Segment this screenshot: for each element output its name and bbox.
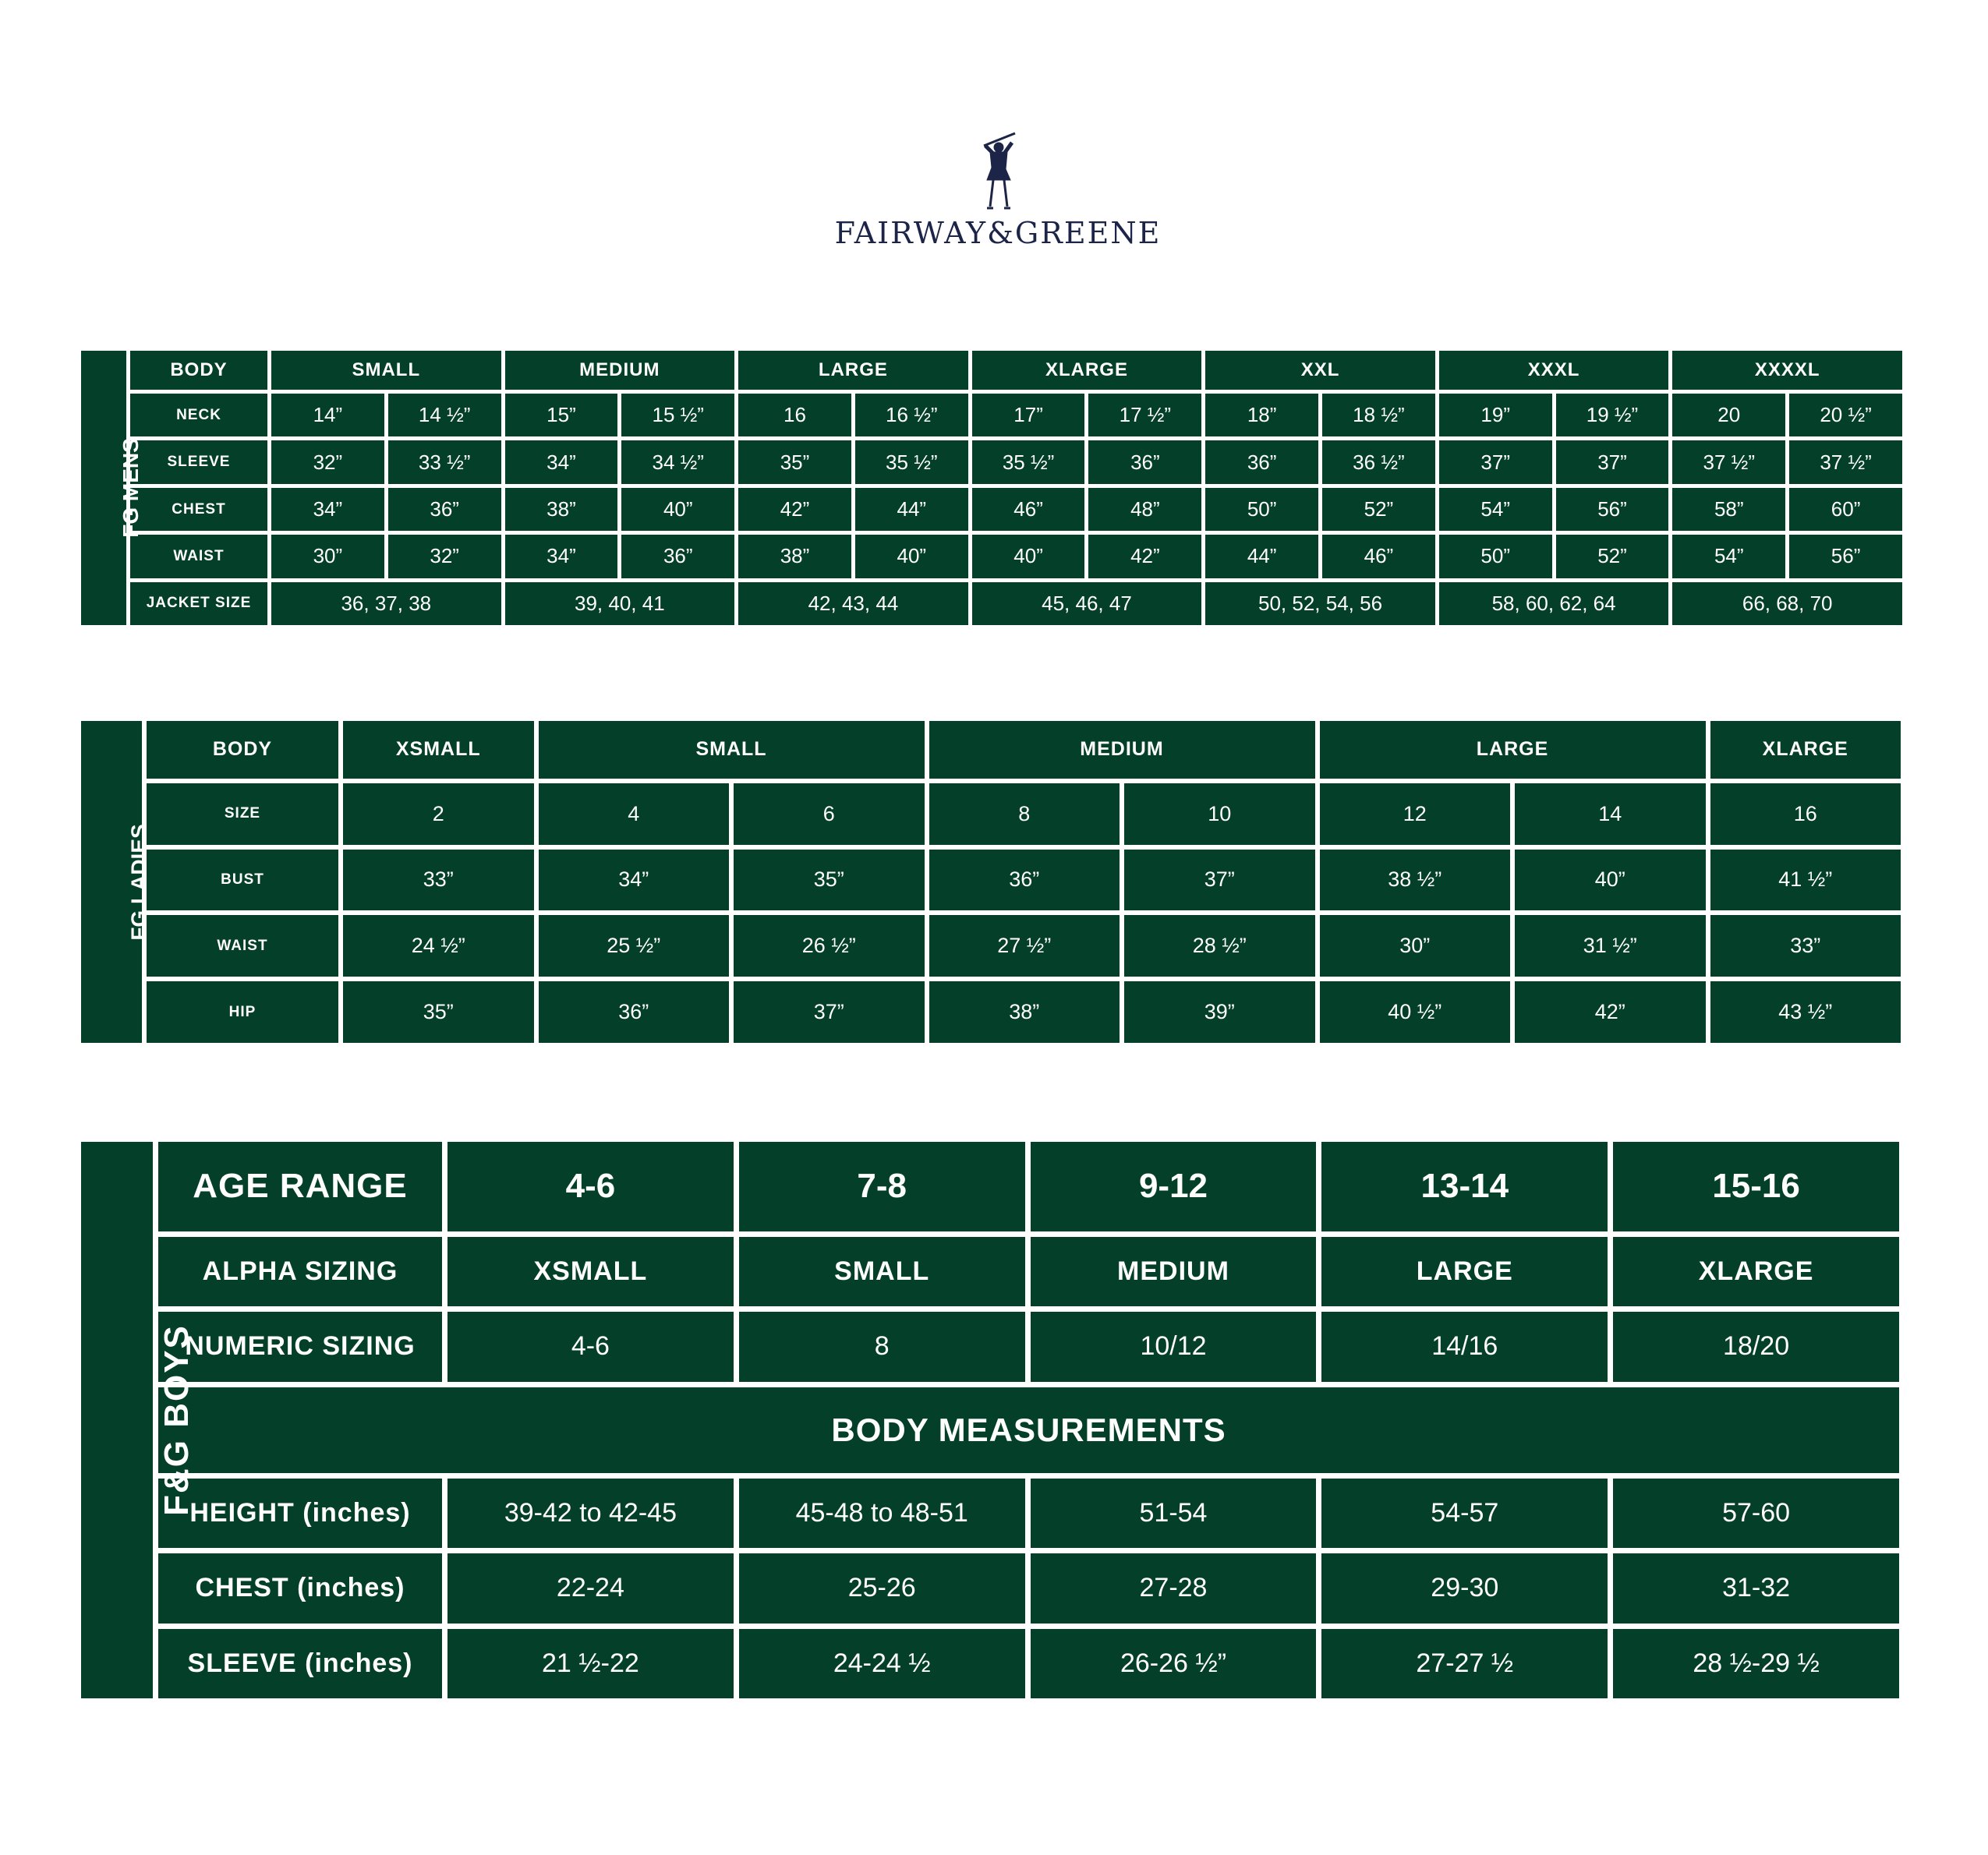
mens-size-header: SMALL	[271, 351, 501, 390]
table-cell: 27-27 ½	[1321, 1629, 1608, 1699]
table-cell: 32”	[271, 440, 384, 483]
table-cell: 17”	[972, 394, 1085, 436]
mens-size-header: XXL	[1205, 351, 1435, 390]
row-label: NUMERIC SIZING	[158, 1312, 442, 1381]
table-cell: 37 ½”	[1672, 440, 1785, 483]
table-cell: 34”	[271, 488, 384, 531]
brand-name: FAIRWAY&GREENE	[834, 216, 1162, 250]
table-cell: 35”	[343, 981, 534, 1043]
table-cell: 19 ½”	[1556, 394, 1669, 436]
table-cell: 24-24 ½	[739, 1629, 1025, 1699]
table-cell: 37”	[1124, 850, 1315, 911]
row-label: SLEEVE (inches)	[158, 1629, 442, 1699]
table-cell: 33”	[1710, 915, 1901, 977]
row-label: CHEST (inches)	[158, 1553, 442, 1623]
table-cell: 40”	[855, 535, 968, 578]
table-cell: 40”	[972, 535, 1085, 578]
mens-sleeve-row	[81, 440, 1902, 483]
row-label: NECK	[130, 394, 267, 436]
table-cell: 35”	[734, 850, 925, 911]
ladies-size-header: SMALL	[539, 721, 925, 779]
mens-neck-row	[81, 394, 1902, 436]
table-cell: 39”	[1124, 981, 1315, 1043]
table-cell: MEDIUM	[1031, 1237, 1317, 1306]
table-cell: 38”	[929, 981, 1120, 1043]
table-cell: 18”	[1205, 394, 1318, 436]
table-cell: 57-60	[1613, 1479, 1899, 1548]
table-cell: 36 ½”	[1322, 440, 1435, 483]
age-header: 4-6	[447, 1142, 734, 1231]
table-cell: 54”	[1672, 535, 1785, 578]
table-cell: 8	[739, 1312, 1025, 1381]
ladies-size-header: XSMALL	[343, 721, 534, 779]
table-cell: 14”	[271, 394, 384, 436]
table-cell: 45, 46, 47	[972, 582, 1202, 625]
table-cell: 10	[1124, 783, 1315, 845]
mens-size-header: XXXL	[1439, 351, 1669, 390]
mens-size-header: LARGE	[738, 351, 968, 390]
table-cell: 42”	[1515, 981, 1706, 1043]
table-cell: 26-26 ½”	[1031, 1629, 1317, 1699]
row-label: HEIGHT (inches)	[158, 1479, 442, 1548]
table-cell: 43 ½”	[1710, 981, 1901, 1043]
row-label: WAIST	[147, 915, 338, 977]
table-cell: 33 ½”	[388, 440, 501, 483]
table-cell: 24 ½”	[343, 915, 534, 977]
mens-header-row	[81, 351, 1902, 390]
mens-side-label: FG MENS	[81, 351, 126, 625]
table-cell: 8	[929, 783, 1120, 845]
table-cell: 41 ½”	[1710, 850, 1901, 911]
mens-chest-row	[81, 488, 1902, 531]
table-cell: 52”	[1322, 488, 1435, 531]
ladies-hip-row	[81, 981, 1901, 1043]
ladies-size-header: MEDIUM	[929, 721, 1315, 779]
table-cell: 33”	[343, 850, 534, 911]
boys-size-table	[76, 1136, 1905, 1704]
table-cell: 25 ½”	[539, 915, 730, 977]
row-label: AGE RANGE	[158, 1142, 442, 1231]
table-cell: 40”	[621, 488, 734, 531]
table-cell: 40 ½”	[1320, 981, 1511, 1043]
boys-numeric-row	[81, 1312, 1899, 1381]
table-cell: 22-24	[447, 1553, 734, 1623]
table-cell: 14 ½”	[388, 394, 501, 436]
row-label: ALPHA SIZING	[158, 1237, 442, 1306]
ladies-size-table	[76, 716, 1905, 1048]
table-cell: 50, 52, 54, 56	[1205, 582, 1435, 625]
table-cell: 39-42 to 42-45	[447, 1479, 734, 1548]
ladies-size-header: XLARGE	[1710, 721, 1901, 779]
table-cell: 42”	[738, 488, 851, 531]
table-cell: 25-26	[739, 1553, 1025, 1623]
table-cell: 37”	[734, 981, 925, 1043]
mens-size-table	[77, 347, 1906, 629]
table-cell: 18/20	[1613, 1312, 1899, 1381]
row-label: CHEST	[130, 488, 267, 531]
table-cell: 51-54	[1031, 1479, 1317, 1548]
table-cell: 42”	[1088, 535, 1201, 578]
table-cell: 42, 43, 44	[738, 582, 968, 625]
row-label: HIP	[147, 981, 338, 1043]
age-header: 15-16	[1613, 1142, 1899, 1231]
table-cell: 32”	[388, 535, 501, 578]
table-cell: 37”	[1556, 440, 1669, 483]
table-cell: 4-6	[447, 1312, 734, 1381]
table-cell: 34”	[505, 440, 618, 483]
table-cell: 29-30	[1321, 1553, 1608, 1623]
table-cell: 54”	[1439, 488, 1552, 531]
table-cell: XSMALL	[447, 1237, 734, 1306]
table-cell: 27-28	[1031, 1553, 1317, 1623]
boys-sleeve-row	[81, 1629, 1899, 1699]
table-cell: 36”	[1088, 440, 1201, 483]
table-cell: 30”	[1320, 915, 1511, 977]
table-cell: 66, 68, 70	[1672, 582, 1902, 625]
table-cell: 37 ½”	[1789, 440, 1902, 483]
row-label: SLEEVE	[130, 440, 267, 483]
table-cell: 38”	[738, 535, 851, 578]
table-cell: 28 ½-29 ½	[1613, 1629, 1899, 1699]
ladies-size-row	[81, 783, 1901, 845]
table-cell: 36”	[1205, 440, 1318, 483]
table-cell: 6	[734, 783, 925, 845]
table-cell: 31-32	[1613, 1553, 1899, 1623]
table-cell: 36”	[929, 850, 1120, 911]
table-cell: 39, 40, 41	[505, 582, 735, 625]
table-cell: 50”	[1439, 535, 1552, 578]
table-cell: 36”	[388, 488, 501, 531]
table-cell: 36”	[539, 981, 730, 1043]
table-cell: 58”	[1672, 488, 1785, 531]
mens-body-header: BODY	[130, 351, 267, 390]
boys-height-row	[81, 1479, 1899, 1548]
table-cell: 46”	[1322, 535, 1435, 578]
table-cell: 38 ½”	[1320, 850, 1511, 911]
table-cell: 48”	[1088, 488, 1201, 531]
row-label: WAIST	[130, 535, 267, 578]
golfer-logo-icon	[967, 129, 1029, 214]
mens-size-header: MEDIUM	[505, 351, 735, 390]
boys-side-label: F&G BOYS	[81, 1142, 153, 1698]
table-cell: 36, 37, 38	[271, 582, 501, 625]
ladies-side-label: FG LADIES	[81, 721, 142, 1043]
table-cell: 14	[1515, 783, 1706, 845]
ladies-body-header: BODY	[147, 721, 338, 779]
boys-chest-row	[81, 1553, 1899, 1623]
age-header: 9-12	[1031, 1142, 1317, 1231]
boys-alpha-row	[81, 1237, 1899, 1306]
table-cell: 44”	[855, 488, 968, 531]
table-cell: 37”	[1439, 440, 1552, 483]
ladies-waist-row	[81, 915, 1901, 977]
table-cell: XLARGE	[1613, 1237, 1899, 1306]
table-cell: 18 ½”	[1322, 394, 1435, 436]
table-cell: 60”	[1789, 488, 1902, 531]
table-cell: 30”	[271, 535, 384, 578]
mens-jacket-row	[81, 582, 1902, 625]
row-label: BUST	[147, 850, 338, 911]
table-cell: LARGE	[1321, 1237, 1608, 1306]
table-cell: 44”	[1205, 535, 1318, 578]
table-cell: 16 ½”	[855, 394, 968, 436]
ladies-header-row	[81, 721, 1901, 779]
table-cell: 56”	[1789, 535, 1902, 578]
ladies-bust-row	[81, 850, 1901, 911]
table-cell: 20 ½”	[1789, 394, 1902, 436]
mens-waist-row	[81, 535, 1902, 578]
table-cell: 10/12	[1031, 1312, 1317, 1381]
table-cell: 19”	[1439, 394, 1552, 436]
table-cell: 40”	[1515, 850, 1706, 911]
table-cell: 54-57	[1321, 1479, 1608, 1548]
table-cell: SMALL	[739, 1237, 1025, 1306]
table-cell: 36”	[621, 535, 734, 578]
mens-size-header: XLARGE	[972, 351, 1202, 390]
table-cell: 16	[1710, 783, 1901, 845]
table-cell: 58, 60, 62, 64	[1439, 582, 1669, 625]
boys-age-row	[81, 1142, 1899, 1231]
table-cell: 16	[738, 394, 851, 436]
row-label: JACKET SIZE	[130, 582, 267, 625]
table-cell: 38”	[505, 488, 618, 531]
table-cell: 2	[343, 783, 534, 845]
table-cell: 28 ½”	[1124, 915, 1315, 977]
table-cell: 26 ½”	[734, 915, 925, 977]
age-header: 13-14	[1321, 1142, 1608, 1231]
row-label: SIZE	[147, 783, 338, 845]
table-cell: 35 ½”	[855, 440, 968, 483]
table-cell: 56”	[1556, 488, 1669, 531]
table-cell: 35”	[738, 440, 851, 483]
ladies-size-header: LARGE	[1320, 721, 1706, 779]
table-cell: 21 ½-22	[447, 1629, 734, 1699]
table-cell: 31 ½”	[1515, 915, 1706, 977]
table-cell: 17 ½”	[1088, 394, 1201, 436]
table-cell: 34 ½”	[621, 440, 734, 483]
boys-body-measurements-row	[81, 1387, 1899, 1473]
mens-size-header: XXXXL	[1672, 351, 1902, 390]
table-cell: 12	[1320, 783, 1511, 845]
table-cell: 20	[1672, 394, 1785, 436]
table-cell: 34”	[505, 535, 618, 578]
table-cell: 35 ½”	[972, 440, 1085, 483]
table-cell: 15 ½”	[621, 394, 734, 436]
table-cell: 15”	[505, 394, 618, 436]
table-cell: 34”	[539, 850, 730, 911]
table-cell: 46”	[972, 488, 1085, 531]
table-cell: 4	[539, 783, 730, 845]
age-header: 7-8	[739, 1142, 1025, 1231]
body-measurements-heading: BODY MEASUREMENTS	[158, 1387, 1899, 1473]
brand-logo	[826, 129, 1169, 253]
table-cell: 45-48 to 48-51	[739, 1479, 1025, 1548]
table-cell: 14/16	[1321, 1312, 1608, 1381]
table-cell: 27 ½”	[929, 915, 1120, 977]
table-cell: 52”	[1556, 535, 1669, 578]
table-cell: 50”	[1205, 488, 1318, 531]
